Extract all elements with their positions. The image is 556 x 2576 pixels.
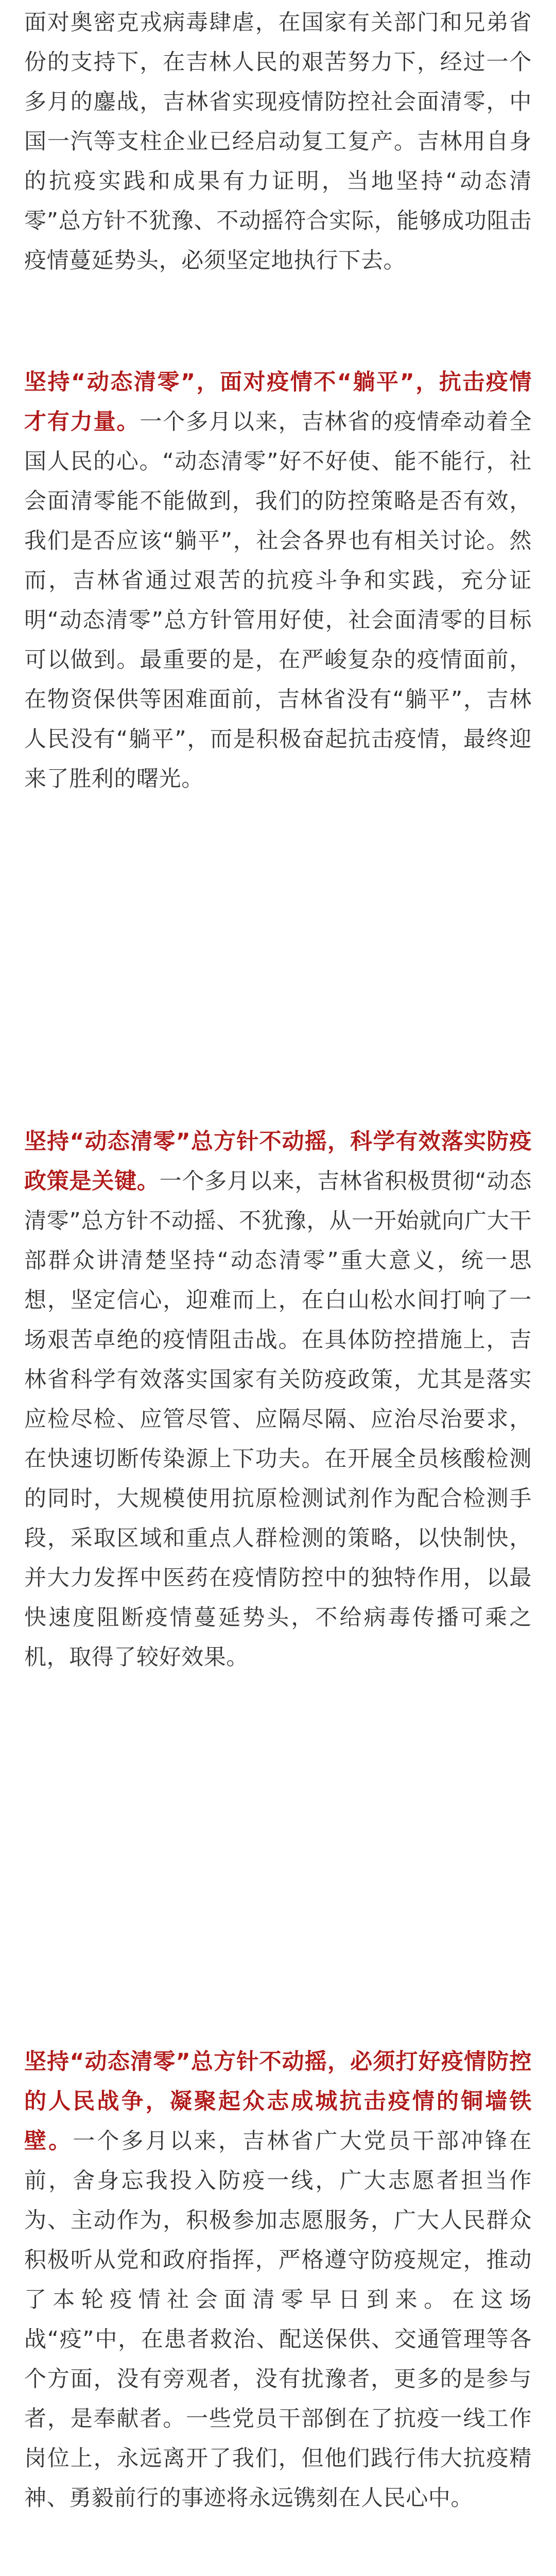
paragraph-text: 面对奥密克戎病毒肆虐，在国家有关部门和兄弟省份的支持下，在吉林人民的艰苦努力下，经过一个多月的鏖战，吉林省实现疫情防控社会面清零，中国一汽等支柱企业已经启动复工复产。吉林用自身的抗疫实践和成果有力证明，当地坚持“动态清零”总方针不犹豫、不动摇符合实际，能够成功阻击疫情蔓延势头，必须坚定地执行下去。	[24, 10, 532, 274]
paragraph-intro	[24, 3, 532, 281]
paragraph-text: 一个多月以来，吉林省积极贯彻“动态清零”总方针不动摇、不犹豫，从一开始就向广大干部群众讲清楚坚持“动态清零”重大意义，统一思想，坚定信心，迎难而上，在白山松水间打响了一场艰苦卓绝的疫情阻击战。在具体防控措施上，吉林省科学有效落实国家有关防疫政策，尤其是落实应检尽检、应管尽管、应隔尽隔、应治尽治要求，在快速切断传染源上下功夫。在开展全员核酸检测的同时，大规模使用抗原检测试剂作为配合检测手段，采取区域和重点人群检测的策略，以快制快，并大力发挥中医药在疫情防控中的独特作用，以最快速度阻断疫情蔓延势头，不给病毒传播可乘之机，取得了较好效果。	[24, 1168, 532, 1670]
section-heading: 坚持“动态清零”总方针不动摇，科学有效落实防疫政策是关键。	[24, 1129, 532, 1194]
paragraph-no-lying-flat	[24, 363, 532, 799]
paragraph-policy	[24, 1122, 532, 1677]
paragraph-peoples-war	[24, 2042, 532, 2518]
section-heading: 坚持“动态清零”总方针不动摇，必须打好疫情防控的人民战争，凝聚起众志成城抗击疫情的铜墙铁壁。	[24, 2049, 532, 2154]
paragraph-text: 一个多月以来，吉林省的疫情牵动着全国人民的心。“动态清零”好不好使、能不能行，社会面清零能不能做到，我们的防控策略是否有效，我们是否应该“躺平”，社会各界也有相关讨论。然而，吉林省通过艰苦的抗疫斗争和实践，充分证明“动态清零”总方针管用好使，社会面清零的目标可以做到。最重要的是，在严峻复杂的疫情面前，在物资保供等困难面前，吉林省没有“躺平”，吉林人民没有“躺平”，而是积极奋起抗击疫情，最终迎来了胜利的曙光。	[24, 409, 532, 792]
paragraph-text: 一个多月以来，吉林省广大党员干部冲锋在前，舍身忘我投入防疫一线，广大志愿者担当作为、主动作为，积极参加志愿服务，广大人民群众积极听从党和政府指挥，严格遵守防疫规定，推动了本轮疫情社会面清零早日到来。在这场战“疫”中，在患者救治、配送保供、交通管理等各个方面，没有旁观者，没有扰豫者，更多的是参与者，是奉献者。一些党员干部倒在了抗疫一线工作岗位上，永远离开了我们，但他们践行伟大抗疫精神、勇毅前行的事迹将永远镌刻在人民心中。	[24, 2128, 532, 2511]
section-heading: 坚持“动态清零”，面对疫情不“躺平”，抗击疫情才有力量。	[24, 369, 532, 435]
